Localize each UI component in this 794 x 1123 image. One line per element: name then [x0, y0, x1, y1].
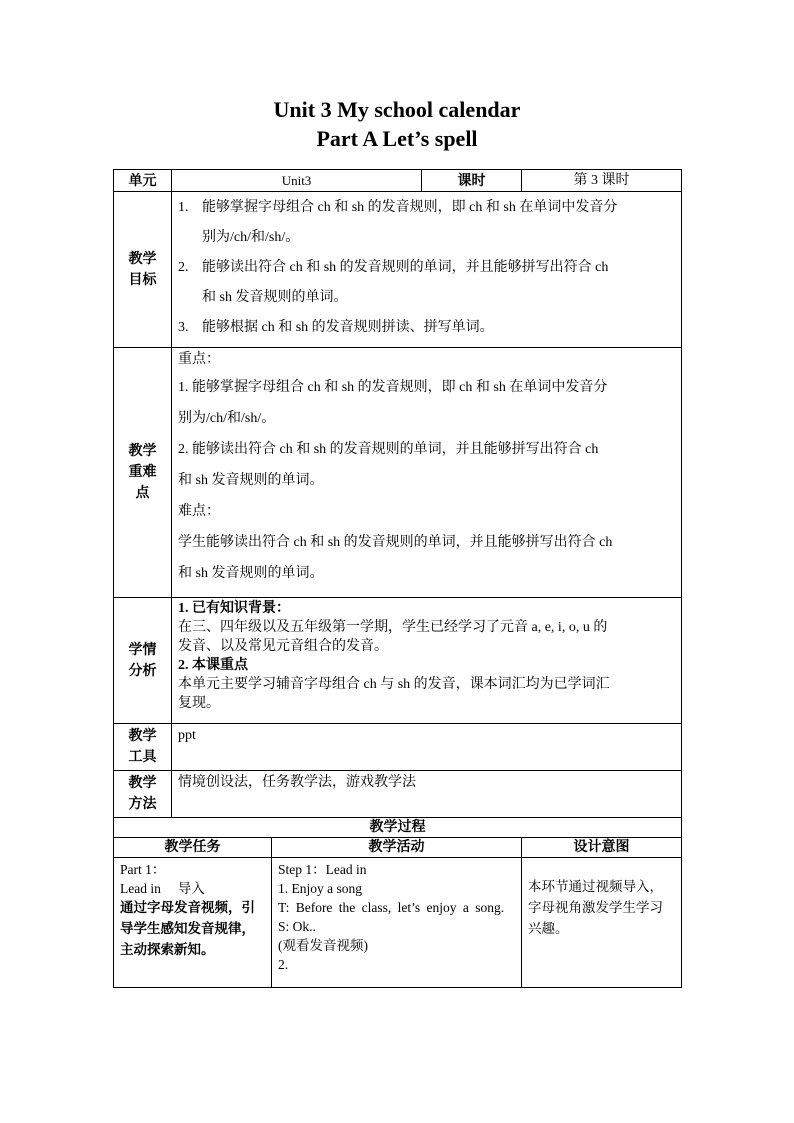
intent-text: 本环节通过视频导入，字母视角激发学生学习兴趣。	[528, 879, 663, 936]
analysis-text-1b: 发音、以及常见元音组合的发音。	[178, 639, 388, 654]
col-intent-header: 设计意图	[522, 838, 682, 858]
unit-value: Unit3	[172, 170, 422, 192]
analysis-content	[172, 598, 682, 724]
key-head: 重点：	[178, 352, 220, 367]
col-activity-header: 教学活动	[272, 838, 522, 858]
objectives-label: 教学 目标	[114, 192, 172, 348]
difficult-head: 难点：	[178, 504, 220, 519]
methods-label: 教学 方法	[114, 771, 172, 818]
difficult-point-b: 和 sh 发音规则的单词。	[178, 566, 324, 581]
activity-video-note: (观看发音视频)	[278, 938, 368, 953]
activity-cell	[272, 858, 522, 988]
objective-item: 3. 能够根据 ch 和 sh 的发音规则拼读、拼写单词。	[178, 320, 494, 335]
analysis-head-2: 2. 本课重点	[178, 658, 248, 673]
key-points-row	[114, 348, 682, 598]
tools-label: 教学 工具	[114, 724, 172, 771]
objective-item: 1. 能够掌握字母组合 ch 和 sh 的发音规则，即 ch 和 sh 在单词中发音分 别为/ch/和/sh/。	[178, 200, 618, 245]
task-cell	[114, 858, 272, 988]
activity-step: Step 1：Lead in	[278, 862, 367, 877]
lesson-plan-table	[113, 169, 682, 988]
task-leadin: Lead in 导入	[120, 881, 205, 896]
period-value: 第 3 课时	[522, 170, 682, 192]
key-point-2a: 2. 能够读出符合 ch 和 sh 的发音规则的单词，并且能够拼写出符合 ch	[178, 442, 599, 457]
document-subtitle: Part A Let’s spell	[316, 126, 478, 151]
analysis-text-1a: 在三、四年级以及五年级第一学期，学生已经学习了元音 a, e, i, o, u 的	[178, 620, 608, 635]
analysis-row	[114, 598, 682, 724]
col-task-header: 教学任务	[114, 838, 272, 858]
methods-row	[114, 771, 682, 818]
analysis-head-1: 1. 已有知识背景：	[178, 601, 290, 616]
objectives-content	[172, 192, 682, 348]
unit-label: 单元	[114, 170, 172, 192]
intent-cell	[522, 858, 682, 988]
methods-value: 情境创设法，任务教学法，游戏教学法	[172, 771, 682, 818]
task-description: 通过字母发音视频，引导学生感知发音规律，主动探索新知。	[120, 900, 255, 958]
difficult-point-a: 学生能够读出符合 ch 和 sh 的发音规则的单词，并且能够拼写出符合 ch	[178, 535, 613, 550]
tools-value: ppt	[172, 724, 682, 771]
key-points-content	[172, 348, 682, 598]
key-point-1b: 别为/ch/和/sh/。	[178, 411, 276, 426]
activity-teacher-line: T: Before the class, let’s enjoy a song.	[278, 900, 505, 915]
objectives-list	[178, 193, 675, 343]
objective-item: 2. 能够读出符合 ch 和 sh 的发音规则的单词，并且能够拼写出符合 ch 和 sh 发音规则的单词。	[178, 260, 609, 305]
document-title: Unit 3 My school calendar	[273, 97, 521, 122]
tools-row	[114, 724, 682, 771]
key-point-2b: 和 sh 发音规则的单词。	[178, 473, 324, 488]
process-row	[114, 858, 682, 988]
header-row	[114, 170, 682, 192]
objectives-row	[114, 192, 682, 348]
process-title: 教学过程	[114, 818, 682, 838]
analysis-text-2b: 复现。	[178, 696, 220, 711]
analysis-text-2a: 本单元主要学习辅音字母组合 ch 与 sh 的发音，课本词汇均为已学词汇	[178, 677, 610, 692]
key-points-label: 教学 重难 点	[114, 348, 172, 598]
task-part: Part 1：	[120, 862, 166, 877]
analysis-label: 学情 分析	[114, 598, 172, 724]
activity-student-line: S: Ok..	[278, 919, 316, 934]
activity-enjoy: 1. Enjoy a song	[278, 881, 362, 896]
activity-step-2: 2.	[278, 957, 289, 972]
period-label: 课时	[422, 170, 522, 192]
key-point-1a: 1. 能够掌握字母组合 ch 和 sh 的发音规则，即 ch 和 sh 在单词中发音分	[178, 380, 608, 395]
process-title-row	[114, 818, 682, 838]
process-header-row	[114, 838, 682, 858]
